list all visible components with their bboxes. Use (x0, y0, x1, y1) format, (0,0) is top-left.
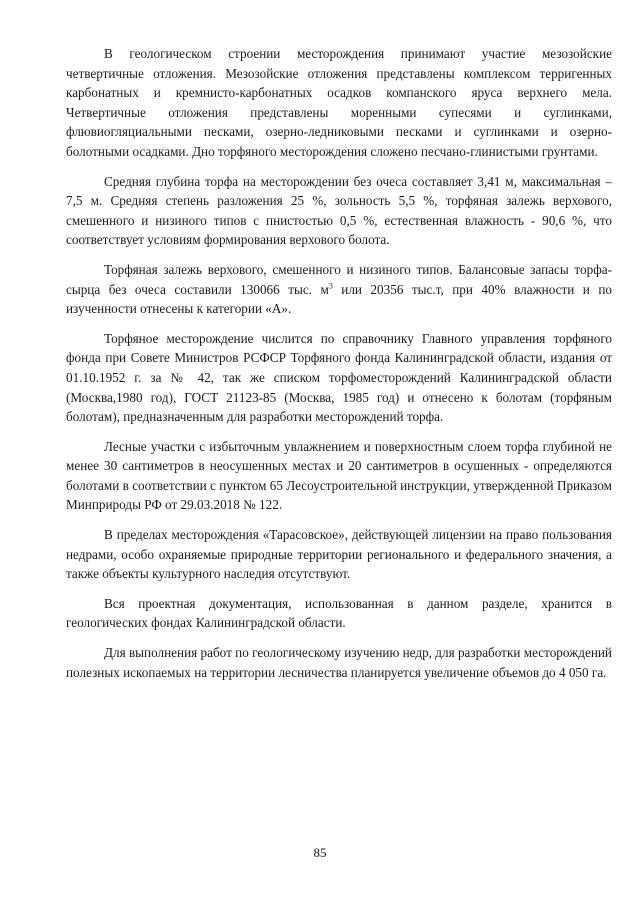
reserves-text-before: Торфяная залежь верхового, смешенного и низиного типов. Балансовые запасы торфа-сырца без очеса составили 130066 тыс. м (66, 261, 612, 297)
reserves-text-after: или 20356 тыс.т, при 40% влажности и по изученности отнесены к категории «А». (66, 281, 612, 317)
paragraph-protected-areas: В пределах месторождения «Тарасовское», действующей лицензии на право пользования недрами, особо охраняемые природные территории регионального и федерального значения, а также объекты культурного наследия отсутствуют. (66, 527, 612, 582)
page-number: 85 (313, 845, 327, 860)
paragraph-geology: В геологическом строении месторождения принимают участие мезозойские четвертичные отложения. Мезозойские отложения представлены комплексом терригенных карбонатных и кремнисто-карбонатных осадков компанского яруса верхнего мела. Четвертичные отложения представлены моренными супесями и суглинками, флювиогляциальными песками, озерно-ледниковыми песками и суглинками и озерно-болотными осадками. Дно торфяного месторождения сложено песчано-глинистыми грунтами. (66, 46, 612, 159)
paragraph-reserves (66, 260, 612, 319)
paragraph-expansion: Для выполнения работ по геологическому изучению недр, для разработки месторождений полезных ископаемых на территории лесничества планируется увеличение объемов до 4 050 га. (66, 645, 612, 680)
paragraph-peat-depth: Средняя глубина торфа на месторождении без очеса составляет 3,41 м, максимальная – 7,5 м. Средняя степень разложения 25 %, зольность 5,5 %, торфяная залежь верхового, смешенного и низиного типов с пнистостью 0,5 %, естественная влажность - 90,6 %, что соответствует условиям формирования верхового болота. (66, 173, 612, 248)
document-page (66, 44, 612, 692)
paragraph-registry: Торфяное месторождение числится по справочнику Главного управления торфяного фонда при Совете Министров РСФСР Торфяного фонда Калининградской области, издания от 01.10.1952 г. за № 42, так же списком торфоместорождений Калининградской области (Москва,1980 год), ГОСТ 21123-85 (Москва, 1985 год) и отнесено к болотам (торфяным болотам), предназначенным для разработки месторождений торфа. (66, 330, 612, 425)
superscript-cubic: 3 (328, 281, 333, 291)
paragraph-documentation: Вся проектная документация, использованная в данном разделе, хранится в геологических фондах Калининградской области. (66, 595, 612, 631)
paragraph-forest-plots: Лесные участки с избыточным увлажнением и поверхностным слоем торфа глубиной не менее 30 сантиметров в неосушенных местах и 20 сантиметров в осушенных - определяются болотами в соответствии с пунктом 65 Лесоустроительной инструкции, утвержденной Приказом Минприроды РФ от 29.03.2018 № 122. (66, 438, 612, 513)
